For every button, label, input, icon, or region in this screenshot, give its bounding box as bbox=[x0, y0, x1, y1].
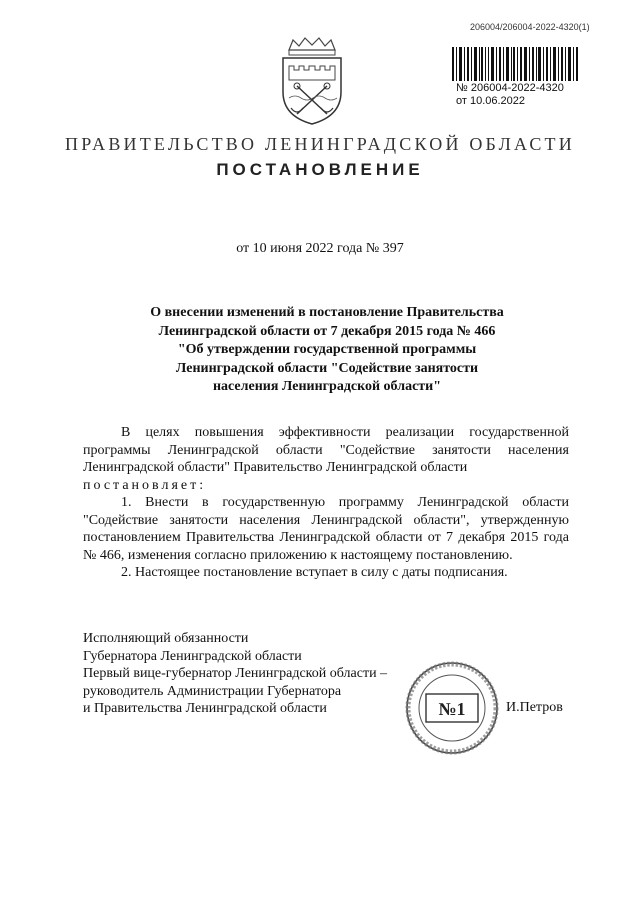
signer-line: Первый вице-губернатор Ленинградской области – bbox=[83, 666, 388, 681]
clause-2: 2. Настоящее постановление вступает в силу с даты подписания. bbox=[121, 565, 508, 580]
official-seal-icon bbox=[404, 660, 500, 756]
resolves-word: постановляет: bbox=[83, 477, 207, 493]
document-body bbox=[83, 424, 569, 582]
clause-1: 1. Внести в государственную программу Ленинградской области "Содействие занятости населения Ленинградской области", утвержденную постановлением Правительства Ленинградской области от 7 декабря 2015 года № 466, изменения согласно приложению к настоящему постановлению. bbox=[83, 495, 569, 563]
registration-info bbox=[456, 82, 564, 108]
signer-line: Губернатора Ленинградской области bbox=[83, 648, 302, 664]
signature-name: И.Петров bbox=[506, 700, 563, 715]
registration-number: № 206004-2022-4320 bbox=[456, 82, 564, 94]
subject-line: Ленинградской области от 7 декабря 2015 года № 466 bbox=[158, 323, 496, 339]
government-title: ПРАВИТЕЛЬСТВО ЛЕНИНГРАДСКОЙ ОБЛАСТИ bbox=[65, 134, 575, 154]
subject-line: Ленинградской области "Содействие занятости bbox=[175, 360, 479, 376]
subject-line: населения Ленинградской области" bbox=[212, 379, 441, 394]
signer-block bbox=[83, 630, 387, 718]
seal-number: №1 bbox=[438, 699, 466, 719]
document-date-number: от 10 июня 2022 года № 397 bbox=[236, 241, 404, 256]
signer-line: и Правительства Ленинградской области bbox=[83, 701, 327, 716]
registration-date: от 10.06.2022 bbox=[456, 95, 526, 107]
coat-of-arms-icon bbox=[275, 36, 349, 126]
signer-line: руководитель Администрации Губернатора bbox=[83, 683, 342, 699]
document-type: ПОСТАНОВЛЕНИЕ bbox=[216, 160, 424, 179]
subject-line: О внесении изменений в постановление Правительства bbox=[150, 305, 504, 320]
signer-line: Исполняющий обязанности bbox=[83, 631, 249, 646]
reference-number: 206004/206004-2022-4320(1) bbox=[470, 22, 590, 32]
document-subject bbox=[130, 304, 524, 397]
preamble-paragraph: В целях повышения эффективности реализации государственной программы Ленинградской области "Содействие занятости населения Ленинградской области" Правительство Ленинградской области bbox=[83, 425, 569, 475]
subject-line: "Об утверждении государственной программы bbox=[177, 342, 477, 357]
barcode-icon bbox=[452, 47, 580, 81]
